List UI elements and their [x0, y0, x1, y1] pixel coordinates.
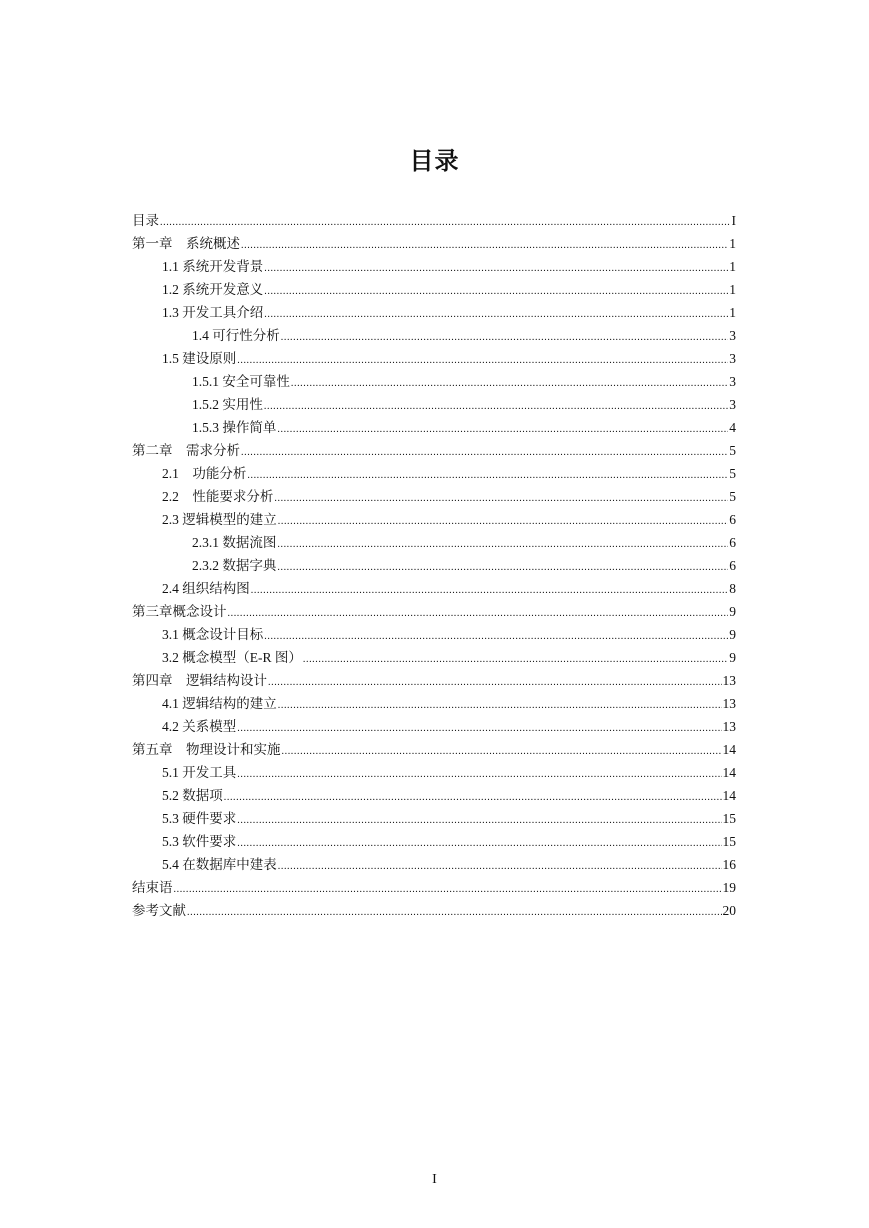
toc-entry-page: 5: [729, 489, 736, 504]
table-of-contents: [132, 209, 736, 922]
toc-entry-page: 15: [722, 811, 736, 826]
toc-entry-label: 1.1 系统开发背景: [162, 259, 264, 274]
toc-entry-page: 1: [729, 282, 736, 297]
toc-entry-page: 6: [729, 512, 736, 527]
toc-dot-leader: [282, 738, 722, 763]
toc-entry[interactable]: [132, 577, 736, 600]
toc-entry-page: 20: [722, 903, 736, 918]
toc-entry-page: 13: [722, 696, 736, 711]
toc-entry-label: 5.2 数据项: [162, 788, 223, 803]
page-title: 目录: [409, 147, 460, 175]
toc-entry[interactable]: [132, 899, 736, 922]
toc-entry-label: 1.5 建设原则: [162, 351, 237, 366]
toc-entry[interactable]: [132, 439, 736, 462]
page-number: I: [432, 1172, 437, 1187]
toc-entry[interactable]: [132, 600, 736, 623]
toc-entry[interactable]: [132, 393, 736, 416]
toc-entry[interactable]: [132, 255, 736, 278]
toc-entry[interactable]: [132, 876, 736, 899]
toc-entry-page: 9: [729, 627, 736, 642]
toc-entry[interactable]: [132, 623, 736, 646]
toc-dot-leader: [237, 807, 721, 832]
toc-entry-label: 4.1 逻辑结构的建立: [162, 696, 277, 711]
toc-entry[interactable]: [132, 554, 736, 577]
toc-entry-label: 参考文献: [132, 903, 186, 918]
toc-entry-page: 14: [722, 742, 736, 757]
toc-entry[interactable]: [132, 370, 736, 393]
toc-entry-page: 9: [729, 604, 736, 619]
toc-entry-label: 4.2 关系模型: [162, 719, 237, 734]
toc-dot-leader: [281, 324, 729, 349]
toc-dot-leader: [264, 393, 728, 418]
toc-entry-label: 1.5.1 安全可靠性: [192, 374, 290, 389]
toc-entry-label: 2.1 功能分析: [162, 466, 247, 481]
toc-entry[interactable]: [132, 232, 736, 255]
toc-dot-leader: [303, 646, 728, 671]
toc-entry-label: 2.3.1 数据流图: [192, 535, 277, 550]
toc-dot-leader: [237, 761, 721, 786]
toc-entry-page: 16: [722, 857, 736, 872]
toc-entry-page: 1: [729, 259, 736, 274]
toc-dot-leader: [278, 853, 722, 878]
toc-dot-leader: [277, 554, 728, 579]
toc-entry-page: 15: [722, 834, 736, 849]
toc-entry-page: 13: [722, 673, 736, 688]
toc-entry-page: 9: [729, 650, 736, 665]
toc-entry-label: 2.3.2 数据字典: [192, 558, 277, 573]
toc-entry[interactable]: [132, 830, 736, 853]
toc-dot-leader: [264, 255, 728, 280]
toc-dot-leader: [277, 531, 728, 556]
toc-dot-leader: [264, 278, 728, 303]
toc-entry[interactable]: [132, 209, 736, 232]
toc-entry[interactable]: [132, 715, 736, 738]
toc-entry-label: 目录: [132, 213, 159, 228]
toc-dot-leader: [241, 439, 728, 464]
toc-entry-page: 4: [729, 420, 736, 435]
toc-entry-label: 第五章 物理设计和实施: [132, 742, 281, 757]
toc-entry-label: 第四章 逻辑结构设计: [132, 673, 267, 688]
toc-entry-page: 6: [729, 535, 736, 550]
toc-entry[interactable]: [132, 301, 736, 324]
toc-entry-label: 第二章 需求分析: [132, 443, 240, 458]
toc-entry-label: 1.4 可行性分析: [192, 328, 280, 343]
toc-entry[interactable]: [132, 278, 736, 301]
toc-entry[interactable]: [132, 646, 736, 669]
toc-entry-label: 第一章 系统概述: [132, 236, 240, 251]
toc-entry-page: 14: [722, 788, 736, 803]
toc-dot-leader: [224, 784, 722, 809]
toc-dot-leader: [174, 876, 722, 901]
toc-entry-page: 3: [729, 397, 736, 412]
toc-dot-leader: [291, 370, 728, 395]
toc-entry-page: 13: [722, 719, 736, 734]
toc-dot-leader: [274, 485, 728, 510]
toc-entry-page: 6: [729, 558, 736, 573]
toc-entry[interactable]: [132, 531, 736, 554]
toc-entry-page: 1: [729, 236, 736, 251]
toc-entry-label: 2.2 性能要求分析: [162, 489, 274, 504]
toc-dot-leader: [278, 692, 722, 717]
toc-entry[interactable]: [132, 784, 736, 807]
toc-entry-page: 5: [729, 466, 736, 481]
toc-dot-leader: [237, 715, 721, 740]
toc-entry[interactable]: [132, 508, 736, 531]
toc-entry[interactable]: [132, 669, 736, 692]
toc-entry-label: 1.5.3 操作简单: [192, 420, 277, 435]
toc-entry-label: 1.3 开发工具介绍: [162, 305, 264, 320]
toc-entry[interactable]: [132, 324, 736, 347]
toc-entry-label: 5.3 软件要求: [162, 834, 237, 849]
toc-entry-page: 5: [729, 443, 736, 458]
toc-entry-page: 3: [729, 351, 736, 366]
toc-dot-leader: [160, 209, 731, 234]
toc-entry-page: 8: [729, 581, 736, 596]
toc-entry-label: 2.3 逻辑模型的建立: [162, 512, 277, 527]
toc-entry[interactable]: [132, 485, 736, 508]
toc-entry-page: 19: [722, 880, 736, 895]
toc-entry[interactable]: [132, 347, 736, 370]
toc-entry-label: 5.3 硬件要求: [162, 811, 237, 826]
toc-entry-page: I: [731, 213, 736, 228]
toc-entry-page: 3: [729, 374, 736, 389]
toc-entry-label: 2.4 组织结构图: [162, 581, 250, 596]
toc-dot-leader: [247, 462, 728, 487]
toc-dot-leader: [228, 600, 729, 625]
toc-entry[interactable]: [132, 462, 736, 485]
toc-entry-label: 1.2 系统开发意义: [162, 282, 264, 297]
toc-dot-leader: [264, 301, 728, 326]
toc-dot-leader: [251, 577, 729, 602]
toc-dot-leader: [277, 416, 728, 441]
toc-entry-page: 3: [729, 328, 736, 343]
toc-dot-leader: [264, 623, 728, 648]
toc-entry[interactable]: [132, 738, 736, 761]
toc-entry-page: 1: [729, 305, 736, 320]
toc-entry-label: 5.4 在数据库中建表: [162, 857, 277, 872]
toc-entry-page: 14: [722, 765, 736, 780]
toc-dot-leader: [278, 508, 729, 533]
toc-entry-label: 3.1 概念设计目标: [162, 627, 264, 642]
toc-entry-label: 第三章概念设计: [132, 604, 227, 619]
toc-entry[interactable]: [132, 416, 736, 439]
toc-entry[interactable]: [132, 692, 736, 715]
toc-entry[interactable]: [132, 807, 736, 830]
toc-entry-label: 1.5.2 实用性: [192, 397, 263, 412]
toc-entry-label: 3.2 概念模型（E-R 图）: [162, 650, 302, 665]
toc-entry[interactable]: [132, 853, 736, 876]
toc-dot-leader: [268, 669, 722, 694]
toc-entry-label: 结束语: [132, 880, 173, 895]
toc-dot-leader: [237, 347, 728, 372]
toc-entry[interactable]: [132, 761, 736, 784]
toc-dot-leader: [241, 232, 728, 257]
toc-entry-label: 5.1 开发工具: [162, 765, 237, 780]
toc-dot-leader: [237, 830, 721, 855]
toc-dot-leader: [187, 899, 722, 924]
